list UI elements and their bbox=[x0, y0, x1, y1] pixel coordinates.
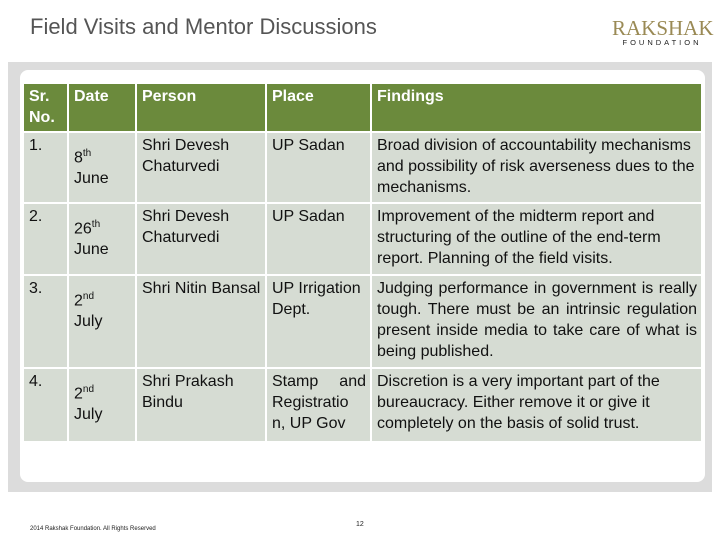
cell-sr: 3. bbox=[23, 275, 68, 368]
cell-date bbox=[68, 368, 136, 442]
cell-sr: 2. bbox=[23, 203, 68, 275]
logo-sub: FOUNDATION bbox=[622, 38, 702, 47]
cell-person: Shri Devesh Chaturvedi bbox=[136, 132, 266, 203]
cell-place: UP Sadan bbox=[266, 132, 371, 203]
header-findings: Findings bbox=[371, 83, 702, 132]
header-sr: Sr. No. bbox=[23, 83, 68, 132]
cell-place: UP Sadan bbox=[266, 203, 371, 275]
cell-person: Shri Prakash Bindu bbox=[136, 368, 266, 442]
date-day: 2 bbox=[74, 385, 83, 403]
slide-title: Field Visits and Mentor Discussions bbox=[30, 14, 377, 39]
cell-findings: Broad division of accountability mechanisms and possibility of risk averseness dues to the mechanisms. bbox=[371, 132, 702, 203]
date-month: July bbox=[74, 313, 103, 331]
cell-findings: Judging performance in government is really tough. There must be an intrinsic regulation present inside media to take care of what is being published. bbox=[371, 275, 702, 368]
date-suffix: th bbox=[82, 148, 92, 159]
page-number: 12 bbox=[356, 521, 364, 528]
cell-sr: 4. bbox=[23, 368, 68, 442]
rakshak-logo bbox=[612, 18, 712, 47]
cell-date bbox=[68, 203, 136, 275]
visits-table bbox=[22, 82, 703, 443]
logo-name: RAKSHAK bbox=[612, 16, 714, 40]
date-day: 26 bbox=[74, 220, 92, 238]
cell-findings: Discretion is a very important part of the bureaucracy. Either remove it or give it completely on the basis of solid trust. bbox=[371, 368, 702, 442]
cell-place: Stamp and Registratio n, UP Gov bbox=[266, 368, 371, 442]
cell-findings: Improvement of the midterm report and structuring of the outline of the end-term report. Planning of the field visits. bbox=[371, 203, 702, 275]
date-day: 2 bbox=[74, 292, 83, 310]
date-month: June bbox=[74, 170, 109, 188]
header-place: Place bbox=[266, 83, 371, 132]
table-header bbox=[23, 83, 702, 132]
cell-date bbox=[68, 275, 136, 368]
cell-date bbox=[68, 132, 136, 203]
table-row bbox=[23, 275, 702, 368]
header-person: Person bbox=[136, 83, 266, 132]
cell-place: UP Irrigation Dept. bbox=[266, 275, 371, 368]
date-month: June bbox=[74, 241, 109, 259]
date-suffix: nd bbox=[82, 384, 95, 395]
date-day: 8 bbox=[74, 149, 83, 167]
date-suffix: th bbox=[91, 219, 101, 230]
copyright-footer: 2014 Rakshak Foundation. All Rights Reserved bbox=[30, 526, 156, 532]
table-row bbox=[23, 368, 702, 442]
table-row bbox=[23, 203, 702, 275]
header-date: Date bbox=[68, 83, 136, 132]
cell-person: Shri Devesh Chaturvedi bbox=[136, 203, 266, 275]
date-suffix: nd bbox=[82, 291, 95, 302]
date-month: July bbox=[74, 406, 103, 424]
cell-person: Shri Nitin Bansal bbox=[136, 275, 266, 368]
table-row bbox=[23, 132, 702, 203]
cell-sr: 1. bbox=[23, 132, 68, 203]
